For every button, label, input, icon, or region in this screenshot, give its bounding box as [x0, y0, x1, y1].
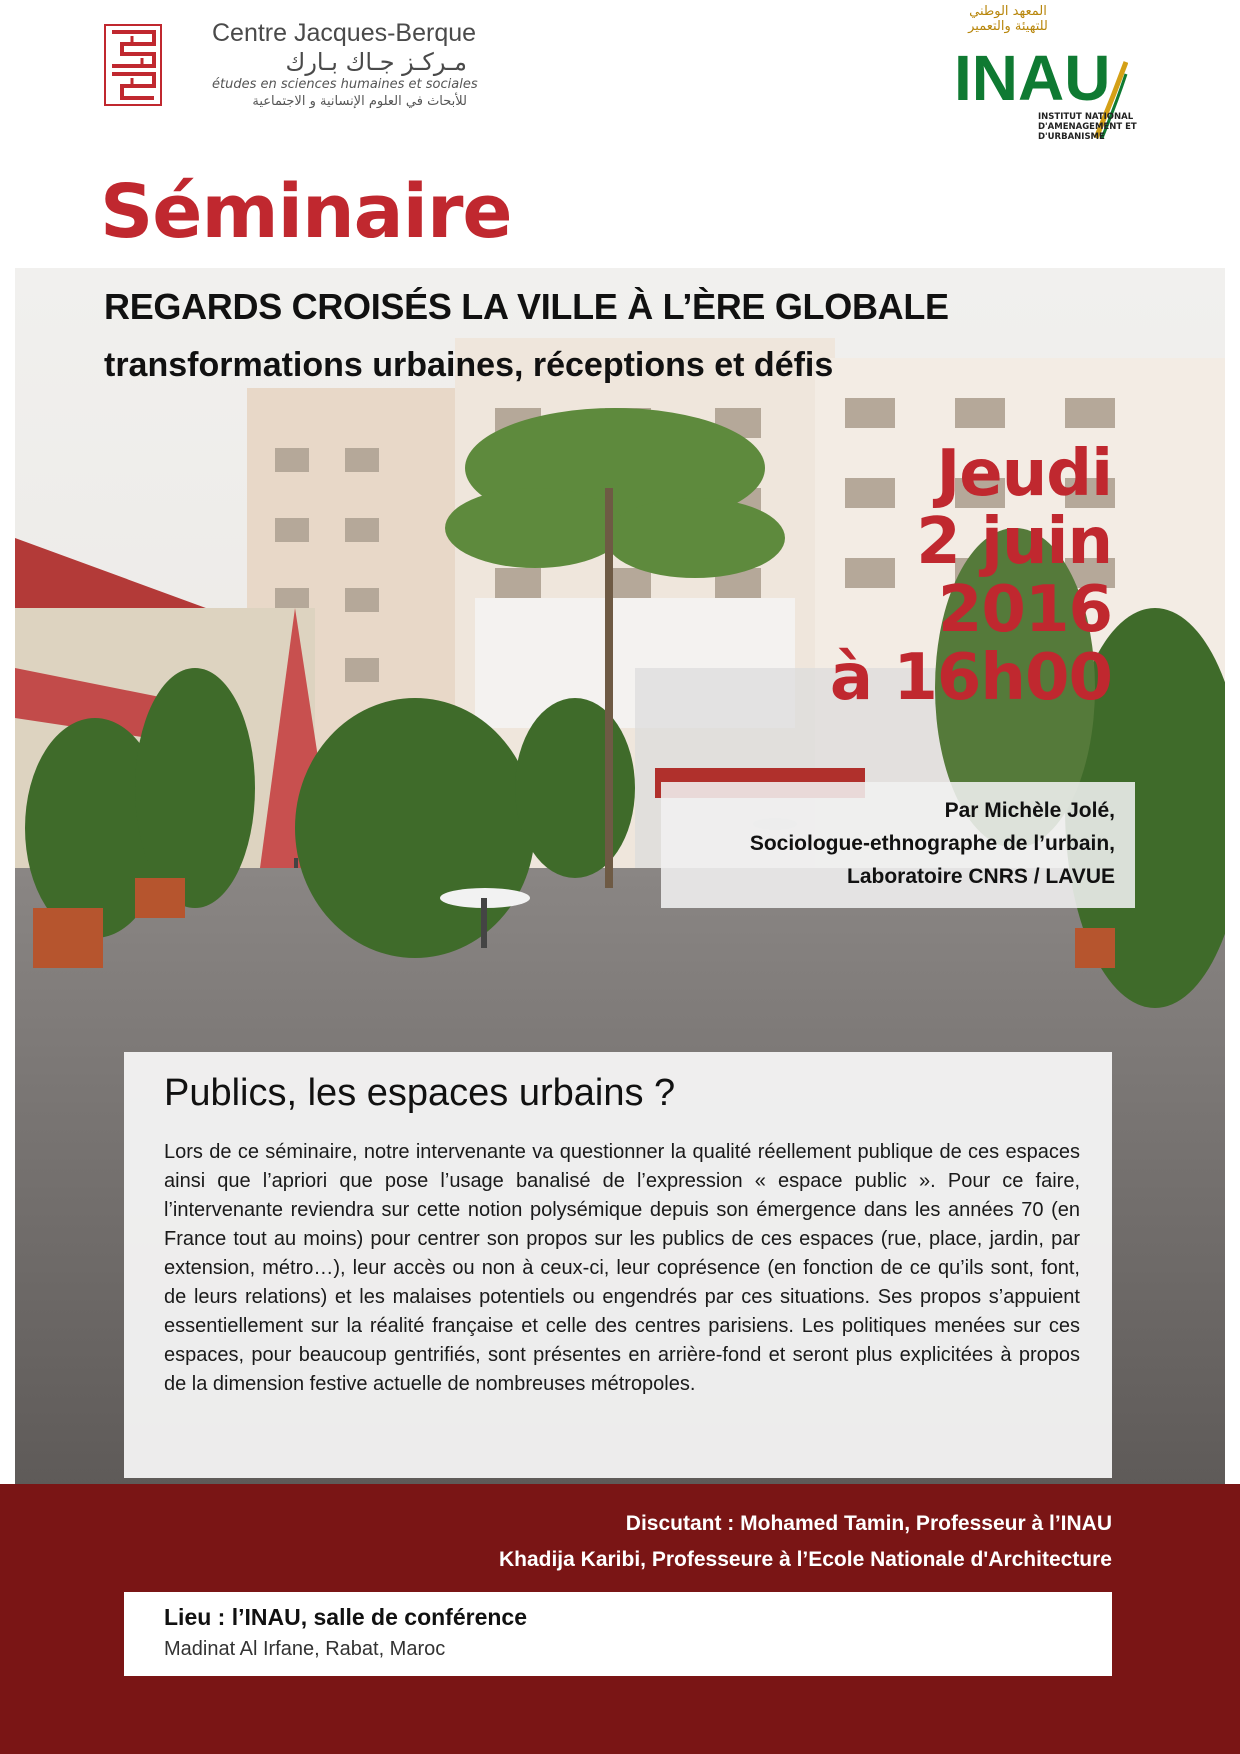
inau-caption: INSTITUT NATIONAL D'AMENAGEMENT ET D'URBANISME — [1038, 112, 1137, 142]
date-year: 2016 — [937, 573, 1112, 647]
date-day: Jeudi — [936, 437, 1112, 511]
abstract-box — [124, 1052, 1112, 1478]
cjb-header — [212, 18, 482, 110]
date-time: à 16h00 — [829, 641, 1112, 715]
discussants — [499, 1506, 1112, 1578]
date-day-month: 2 juin — [916, 505, 1112, 579]
cjb-subtitle: études en sciences humaines et sociales — [212, 77, 478, 92]
abstract-title: Publics, les espaces urbains ? — [164, 1072, 676, 1114]
cjb-name-arabic: مـركـز جـاك بـارك — [285, 48, 467, 76]
inau-logo: INAU — [954, 42, 1111, 114]
inau-name-arabic: المعهد الوطني للتهيئة والتعمير — [968, 4, 1048, 34]
seminar-label: Séminaire — [100, 169, 512, 255]
footer-band — [0, 1484, 1240, 1754]
speaker-box — [661, 782, 1135, 908]
event-subtitle: transformations urbaines, réceptions et défis — [104, 346, 834, 384]
cjb-subtitle-arabic: للأبحاث في العلوم الإنسانية و الاجتماعية — [252, 94, 467, 109]
venue-box — [124, 1592, 1112, 1676]
event-date — [829, 437, 1112, 715]
discussant-1: Discutant : Mohamed Tamin, Professeur à l’INAU — [625, 1512, 1112, 1535]
cjb-logo — [104, 24, 162, 106]
speaker-role: Sociologue-ethnographe de l’urbain, — [749, 832, 1115, 855]
abstract-body: Lors de ce séminaire, notre intervenante va questionner la qualité réellement publique de ces espaces ainsi que l’apriori que pose l’usage banalisé de l’expression « espace public ». Pour ce faire, l’intervenante reviendra sur cette notion polysémique depuis son émergence dans les années 70 (en France tout au moins) pour centrer son propos sur les publics de ces espaces (rue, place, jardin, par extension, métro…), leur accès ou non à ceux-ci, leur coprésence (en fonction de ce qu’ils sont, font, de leurs relations) et les malaises potentiels ou engendrés par ces situations. Ses propos s’appuient essentiellement sur la réalité française et celle des centres parisiens. Les politiques menées sur ces espaces, pour beaucoup gentrifiés, sont présentes en arrière-fond et seront plus explicitées à propos de la dimension festive actuelle de nombreuses métropoles. — [164, 1141, 1080, 1395]
cjb-name: Centre Jacques-Berque — [212, 19, 477, 47]
event-title: REGARDS CROISÉS LA VILLE À L’ÈRE GLOBALE — [104, 286, 949, 327]
speaker-affiliation: Laboratoire CNRS / LAVUE — [847, 865, 1115, 888]
venue-title: Lieu : l’INAU, salle de conférence — [164, 1604, 527, 1630]
speaker-name: Par Michèle Jolé, — [944, 799, 1115, 822]
discussant-2: Khadija Karibi, Professeure à l’Ecole Nationale d'Architecture — [498, 1548, 1112, 1571]
venue-address: Madinat Al Irfane, Rabat, Maroc — [164, 1638, 446, 1660]
